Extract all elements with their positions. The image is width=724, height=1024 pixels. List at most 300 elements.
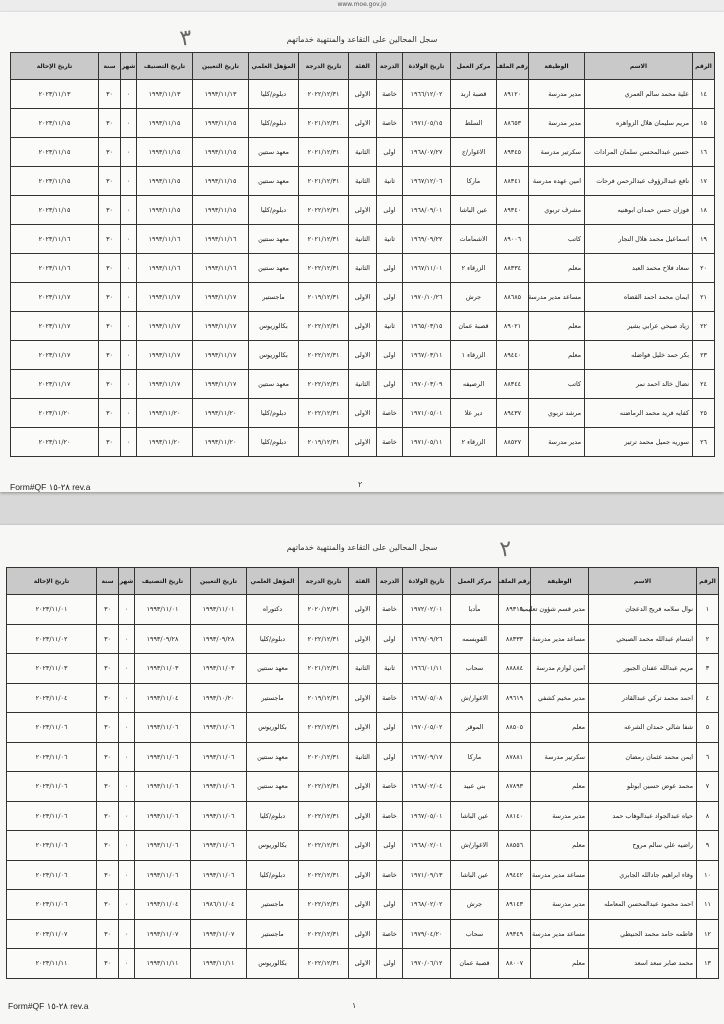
table-cell: ٣٠ [97,683,119,713]
table-cell: ٢٠٢٣/١١/١٦ [11,254,99,283]
table-cell: ماركا [451,167,497,196]
table-cell: سعاد فلاح محمد العبد [585,254,693,283]
table-cell: ٣٠ [97,860,119,890]
table-cell: الاغوار/ش [451,683,499,713]
table-cell: معلم [529,341,585,370]
table-cell: مشرف تربوي [529,196,585,225]
table-cell: ٠ [121,254,137,283]
table-cell: ١٧ [693,167,715,196]
table-cell: ٢٠٢٣/١١/٠٣ [7,654,97,684]
table-cell: ٣٠ [99,428,121,457]
table-cell: ١٩٩٣/١١/٠١ [191,595,247,625]
table-cell: دكتوراه [247,595,299,625]
table-cell: شفا شالي حمدان الشرعه [589,713,697,743]
table-cell: ٢ [697,624,719,654]
table-row [7,890,719,920]
table-cell: ١٩٩٣/١١/١٧ [193,312,249,341]
table-cell: ٢٣ [693,341,715,370]
column-header: المؤهل العلمي [249,53,299,80]
table-cell: الاولى [349,772,377,802]
table-cell: القويسمه [451,624,499,654]
table-cell: ٢٠٢٣/١١/١٧ [11,283,99,312]
table-cell: ٠ [121,80,137,109]
table-cell: ثانية [377,654,403,684]
table-cell: ٢٠٢١/١٢/٣١ [299,138,349,167]
table-cell: ١٩٩٣/١١/١٧ [137,312,193,341]
table-cell: ١٠ [697,860,719,890]
table-cell: ٣٠ [97,654,119,684]
table-cell: اولى [377,196,403,225]
table-cell: ٢٠٢٣/١١/٠٦ [7,713,97,743]
table-cell: ٠ [119,595,135,625]
table-cell: ٣٠ [99,312,121,341]
table-cell: خاصة [377,919,403,949]
handwritten-page-mark: ٢ [498,536,514,563]
table-cell: ١٩٦٥/٠٣/١٥ [403,312,451,341]
table-cell: ٢٦ [693,428,715,457]
table-cell: ٨٨٥٠٥ [499,713,531,743]
table-cell: ٠ [121,312,137,341]
column-header: تاريخ الولادة [403,53,451,80]
table-cell: ٢٠٢٢/١٢/٣١ [299,254,349,283]
table-cell: اولى [377,341,403,370]
table-row [7,742,719,772]
table-cell: قصبة عمان [451,949,499,979]
table-cell: مدير مدرسة [529,428,585,457]
table-cell: ١٩٩٣/١١/١٥ [193,109,249,138]
table-cell: معهد سنتين [249,167,299,196]
table-cell: مريم سليمان هلال الزواهره [585,109,693,138]
table-header-row [11,53,715,80]
table-cell: ١٩٩٣/١١/٠١ [135,595,191,625]
table-cell: خاصة [377,595,403,625]
table-row [11,109,715,138]
table-cell: ايمن محمد عثمان رمضان [589,742,697,772]
column-header: الدرجة [377,568,403,595]
column-header: تاريخ التصنيف [135,568,191,595]
table-cell: ٨٨٣٤١ [497,167,529,196]
table-cell: ٢٠٢٣/١١/١٧ [11,341,99,370]
table-cell: ماجستير [247,919,299,949]
table-cell: ٢٠٢٢/١٢/٣١ [299,831,349,861]
table-cell: ٢٠٢٣/١١/٢٠ [11,399,99,428]
table-cell: ٣٠ [97,919,119,949]
table-cell: ٤ [697,683,719,713]
table-cell: ١٩٩٣/١١/١١ [135,949,191,979]
table-cell: محمد عوض حسين ابوتلو [589,772,697,802]
table-cell: ايمان محمد احمد القضاه [585,283,693,312]
table-cell: ١٩٩٣/١١/١٧ [137,341,193,370]
table-cell: ١٩٩٣/١٠/٢٠ [191,683,247,713]
table-cell: الاغوار/ش [451,831,499,861]
table-cell: ٢٠٢٣/١١/١٥ [11,167,99,196]
table-cell: ٢٥ [693,399,715,428]
table-cell: ٢٠٢١/١٢/٣١ [299,167,349,196]
column-header: تاريخ الإحالة [11,53,99,80]
table-cell: ١٩٧١/٠٥/٠١ [403,399,451,428]
table-cell: مساعد مدير مدرسة [531,860,589,890]
table-cell: ٥ [697,713,719,743]
table-cell: الثانية [349,370,377,399]
table-cell: مدير مدرسة [529,109,585,138]
table-cell: اولى [377,283,403,312]
table-cell: ٢٠٢٣/١١/١٥ [11,196,99,225]
table-cell: ٠ [119,801,135,831]
table-cell: ٨٧٨٩٣ [499,772,531,802]
column-header: الفئة [349,53,377,80]
table-row [11,283,715,312]
table-cell: اولى [377,713,403,743]
table-cell: ١٩٩٣/١١/٠٦ [135,860,191,890]
table-cell: ٨٨٠٠٧ [499,949,531,979]
table-cell: معلم [531,949,589,979]
table-cell: ١٩٧١/٠٩/١٣ [403,860,451,890]
table-cell: سكرتير مدرسة [529,138,585,167]
form-code: Form#QF ٢٨-١٥ rev.a [8,1001,89,1011]
table-cell: ٠ [119,919,135,949]
table-cell: ١٩٦٧/١٢/٠٦ [403,167,451,196]
table-cell: الموقر [451,713,499,743]
table-row [11,225,715,254]
table-cell: ١٩٩٣/١١/١١ [191,949,247,979]
table-row [7,595,719,625]
table-cell: بكر حمد خليل فواضله [585,341,693,370]
table-cell: خاصة [377,860,403,890]
table-cell: ٠ [119,624,135,654]
table-cell: الزرقاء ٢ [451,254,497,283]
table-cell: الاولى [349,341,377,370]
table-row [7,949,719,979]
table-cell: الاولى [349,595,377,625]
table-cell: ٨٨٣٣٤ [497,254,529,283]
table-cell: ٣٠ [99,254,121,283]
table-cell: ١٩٩٣/١١/١٥ [193,167,249,196]
table-cell: ٨٨٥٥٦ [499,831,531,861]
table-cell: السلط [451,109,497,138]
table-cell: خاصة [377,109,403,138]
table-cell: ٢٠٢٢/١٢/٣١ [299,341,349,370]
table-cell: ١٩٧٠/٠٥/٠٢ [403,713,451,743]
table-cell: الاولى [349,683,377,713]
table-cell: الاغوار/ج [451,138,497,167]
table-row [11,399,715,428]
table-cell: ٠ [121,196,137,225]
table-cell: ٧ [697,772,719,802]
table-cell: ١٩٦٩/٠٩/٢٦ [403,624,451,654]
table-cell: ٢٠٢٢/١٢/٣١ [299,399,349,428]
table-row [7,919,719,949]
table-cell: معلم [531,772,589,802]
table-row [11,167,715,196]
table-cell: ٢٠٢١/١٢/٣١ [299,109,349,138]
table-cell: ٣٠ [97,742,119,772]
table-cell: ٨٧٨٨١ [499,742,531,772]
table-cell: بكالوريوس [247,713,299,743]
table-cell: ١٩٩٣/١١/٠٧ [135,919,191,949]
table-cell: ١٥ [693,109,715,138]
table-cell: دبلوم/كليا [249,428,299,457]
table-cell: ٢٠٢٢/١٢/٣١ [299,919,349,949]
table-cell: اولى [377,949,403,979]
table-cell: مدير مدرسة [529,80,585,109]
table-cell: نوال سلامه فريج الدعجان [589,595,697,625]
table-cell: ٢٠٢٣/١١/٠٧ [7,919,97,949]
table-cell: ٢٠٢٢/١٢/٣١ [299,860,349,890]
table-cell: معهد سنتين [247,742,299,772]
table-cell: الاولى [349,80,377,109]
table-cell: ١٩٩٣/١١/١٧ [193,370,249,399]
table-row [7,683,719,713]
table-cell: ٨٩٤٤٢ [499,860,531,890]
table-cell: ٣٠ [97,949,119,979]
table-cell: معهد سنتين [249,370,299,399]
table-cell: ٨٩٠٠٦ [497,225,529,254]
table-cell: ٢٠٢٣/١١/١٣ [11,80,99,109]
document-sheet-top [0,12,724,492]
table-cell: ٠ [121,109,137,138]
table-cell: اولى [377,138,403,167]
table-cell: نضال خالد احمد نمر [585,370,693,399]
table-cell: ٣٠ [97,624,119,654]
table-cell: الاولى [349,831,377,861]
table-cell: دبلوم/كليا [249,109,299,138]
table-cell: ١٩٩٣/١١/١٥ [137,167,193,196]
table-cell: اولى [377,890,403,920]
table-cell: ١٩٩٣/١١/٠٣ [191,654,247,684]
table-cell: ٢٢ [693,312,715,341]
table-cell: الثانية [349,138,377,167]
column-header: شهر [119,568,135,595]
table-cell: ٣٠ [97,890,119,920]
table-cell: ٢٠٢٣/١١/١٦ [11,225,99,254]
table-cell: ٢٠٢٣/١١/١٧ [11,312,99,341]
table-cell: ماجستير [247,890,299,920]
table-cell: عين الباشا [451,860,499,890]
table-cell: بكالوريوس [249,312,299,341]
table-cell: ٢٠٢٢/١٢/٣١ [299,949,349,979]
table-cell: جرش [451,890,499,920]
table-cell: مساعد مدير مدرسة [531,919,589,949]
table-cell: ٨٩٦١٩ [499,683,531,713]
table-cell: ٣٠ [99,138,121,167]
table-cell: اولى [377,742,403,772]
table-cell: ٣٠ [99,225,121,254]
table-cell: ٨٩٣٤٥ [497,138,529,167]
table-cell: ٣٠ [97,831,119,861]
table-cell: ماجستير [247,683,299,713]
table-cell: احمد محمد تركي عبدالقادر [589,683,697,713]
table-cell: اولى [377,831,403,861]
table-cell: دبلوم/كليا [247,860,299,890]
table-cell: ١٤ [693,80,715,109]
table-cell: قصبة عمان [451,312,497,341]
table-cell: ٣٠ [99,283,121,312]
table-cell: سحاب [451,654,499,684]
table-cell: ثانية [377,225,403,254]
table-cell: ٢٠١٩/١٢/٣١ [299,683,349,713]
table-cell: ١٩٦٩/٠٩/٢٢ [403,225,451,254]
table-cell: ٨٨٦٥٣ [497,109,529,138]
table-row [11,341,715,370]
table-cell: مساعد مدير مدرسة [531,624,589,654]
table-cell: ٠ [121,138,137,167]
table-row [7,772,719,802]
table-cell: ٨٩٣٤٩ [499,919,531,949]
table-cell: ١٩ [693,225,715,254]
table-cell: ١٩٩٣/١١/١٦ [193,225,249,254]
table-cell: الاولى [349,801,377,831]
table-cell: معلم [531,713,589,743]
table-cell: ١٩٩٣/١١/٠٦ [191,831,247,861]
table-cell: خاصة [377,80,403,109]
sheet-title: سجل المحالين على التقاعد والمنتهية خدماتهم [286,35,438,44]
table-cell: ١٩٩٣/١١/١٣ [193,80,249,109]
table-cell: الثانية [349,654,377,684]
table-cell: الاولى [349,312,377,341]
table-cell: ١٩٧٠/٠٦/١٢ [403,949,451,979]
table-cell: ١٩٩٣/١١/٠٣ [135,654,191,684]
table-cell: الرصيفه [451,370,497,399]
table-cell: ثانية [377,167,403,196]
column-header: الاسم [589,568,697,595]
table-cell: ٨٨٣٤٤ [497,370,529,399]
table-cell: ٨٩٠٢١ [497,312,529,341]
column-header: سنة [97,568,119,595]
table-cell: الزرقاء ١ [451,341,497,370]
table-cell: ١٩٧٠/٠٣/٠٩ [403,370,451,399]
table-cell: معلم [531,831,589,861]
table-cell: ١٩٦٨/٠٢/٠٤ [403,772,451,802]
column-header: تاريخ التصنيف [137,53,193,80]
table-cell: ٢٠٢٢/١٢/٣١ [299,196,349,225]
table-cell: الثانية [349,742,377,772]
table-cell: اولى [377,254,403,283]
column-header: رقم الملف [499,568,531,595]
table-cell: ٣٠ [99,341,121,370]
table-cell: ٠ [121,341,137,370]
table-cell: ٢٠٢٢/١٢/٣١ [299,370,349,399]
table-cell: اولى [377,624,403,654]
table-cell: ٠ [119,654,135,684]
table-cell: ١٩٩٣/١١/٠٤ [135,890,191,920]
table-cell: ١٩٩٣/١١/١٥ [137,196,193,225]
table-cell: حياه عبدالجواد عبدالوهاب حمد [589,801,697,831]
retirees-table [6,567,719,979]
table-cell: ١٩٩٣/١١/١٥ [193,196,249,225]
column-header: تاريخ الولادة [403,568,451,595]
table-cell: حسين عبدالمحسن سلمان المرادات [585,138,693,167]
table-row [11,312,715,341]
table-cell: ١٩٦٨/٠٢/٠٢ [403,890,451,920]
table-cell: ١٩٧٩/٠٤/٢٠ [403,919,451,949]
table-cell: الاولى [349,919,377,949]
column-header: مركز العمل [451,568,499,595]
column-header: الرقم [697,568,719,595]
table-cell: ١٩٩٣/٠٩/٢٨ [191,624,247,654]
table-cell: ٢٠٢٣/١١/٢٠ [11,428,99,457]
table-cell: معلم [529,254,585,283]
column-header: شهر [121,53,137,80]
table-cell: ٢٠٢٣/١١/٠٦ [7,860,97,890]
table-cell: ١٩٧١/٠٥/١٥ [403,109,451,138]
column-header: الفئة [349,568,377,595]
table-row [7,860,719,890]
table-cell: ٢٠٢٣/١١/٠١ [7,595,97,625]
table-cell: خاصة [377,683,403,713]
table-cell: ١٩٦٨/٠٧/٢٧ [403,138,451,167]
table-cell: بكالوريوس [249,341,299,370]
table-cell: بكالوريوس [247,949,299,979]
table-cell: ٠ [121,225,137,254]
table-cell: ٢٠٢٠/١٢/٣١ [299,742,349,772]
table-cell: ٢٠٢٢/١٢/٣١ [299,624,349,654]
table-cell: ٣٠ [99,399,121,428]
table-cell: مدير مدرسة [531,890,589,920]
table-cell: ١٩٩٣/١١/٠٦ [135,742,191,772]
table-cell: ٣٠ [97,595,119,625]
table-cell: ٨٨٦٨٥ [497,283,529,312]
table-cell: ١٩٦٨/٠٢/٠١ [403,831,451,861]
table-cell: الاولى [349,428,377,457]
table-cell: ٢٠١٩/١٢/٣١ [299,283,349,312]
table-cell: ٠ [121,428,137,457]
table-cell: معهد سنتين [249,225,299,254]
table-cell: ١٩٦٨/٠٥/٠٨ [403,683,451,713]
table-cell: ٢٠٢٢/١٢/٣١ [299,713,349,743]
table-cell: ١٩٩٣/١١/٠٦ [191,742,247,772]
table-cell: ٨٩٣١٩ [499,595,531,625]
table-cell: معهد سنتين [247,772,299,802]
table-cell: نافع عبدالرؤوف عبدالرحمن فرحات [585,167,693,196]
table-cell: امين لوازم مدرسة [531,654,589,684]
table-cell: ١١ [697,890,719,920]
table-cell: ماركا [451,742,499,772]
table-cell: كاتب [529,370,585,399]
column-header: تاريخ التعيين [193,53,249,80]
handwritten-page-mark: ٣ [178,25,194,52]
table-cell: الاولى [349,860,377,890]
table-cell: ٨ [697,801,719,831]
table-cell: اولى [377,370,403,399]
table-cell: خاصة [377,399,403,428]
table-cell: ١٩٩٣/١١/٠٦ [135,801,191,831]
column-header: الوظيفة [531,568,589,595]
table-cell: سوريه جميل محمد ترتير [585,428,693,457]
column-header: تاريخ الإحالة [7,568,97,595]
table-cell: كفايه فريد محمد الرماضنه [585,399,693,428]
table-cell: مرشد تربوي [529,399,585,428]
table-cell: ٢٠٢٣/١١/٠٦ [7,890,97,920]
table-cell: ٣٠ [99,80,121,109]
table-cell: ١٩٧٠/١٠/٢٦ [403,283,451,312]
table-cell: ١٩٩٣/١١/٢٠ [193,399,249,428]
table-cell: ١٩٩٣/١١/١٣ [137,80,193,109]
table-cell: ١٩٧٢/٠٢/٠١ [403,595,451,625]
column-header: الوظيفة [529,53,585,80]
table-cell: دبلوم/كليا [249,399,299,428]
table-cell: الاولى [349,949,377,979]
table-cell: ١٩٩٣/١١/١٦ [137,225,193,254]
table-cell: ٢٠١٩/١٢/٣١ [299,428,349,457]
column-header: الرقم [693,53,715,80]
table-cell: ٢٠٢٣/١١/٠٦ [7,742,97,772]
table-cell: ١٩٩٣/١١/٠٦ [135,713,191,743]
table-cell: ١٩٦٧/٠٥/٠١ [403,801,451,831]
table-cell: ٠ [119,772,135,802]
table-cell: مدير مدرسة [531,801,589,831]
table-cell: ٨٩٤٣٧ [497,399,529,428]
table-cell: ١٩٩٣/١١/٢٠ [137,399,193,428]
